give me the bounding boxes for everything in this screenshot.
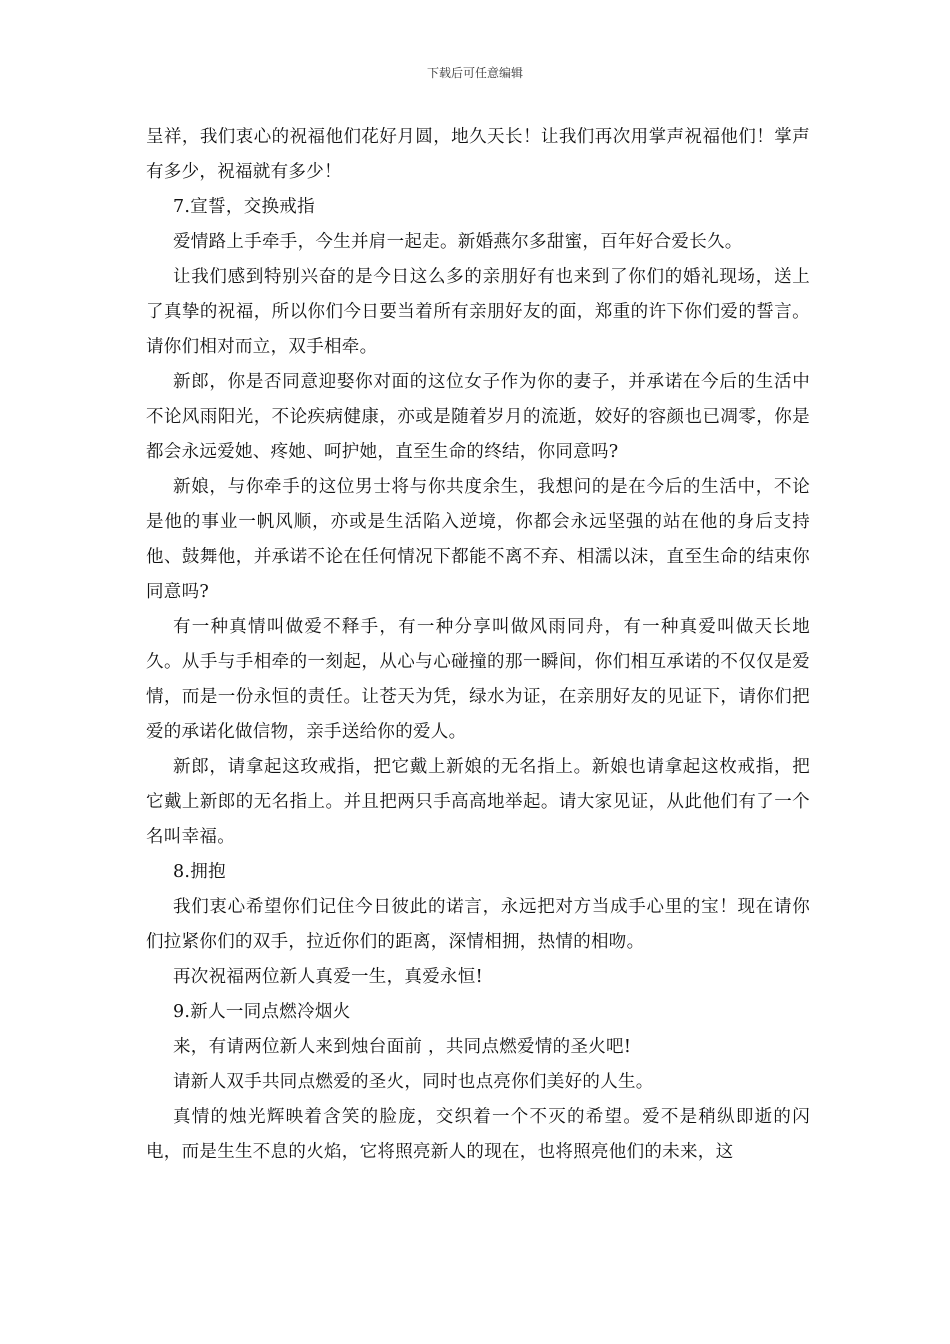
- paragraph: 让我们感到特别兴奋的是今日这么多的亲朋好有也来到了你们的婚礼现场，送上了真挚的祝福，所以你们今日要当着所有亲朋好友的面，郑重的许下你们爱的誓言。请你们相对而立，双手相牵。: [146, 267, 810, 357]
- paragraph-bride-vow: 新娘，与你牵手的这位男士将与你共度余生，我想问的是在今后的生活中，不论是他的事业一帆风顺，亦或是生活陷入逆境，你都会永远坚强的站在他的身后支持他、鼓舞他，并承诺不论在任何情况下都能不离不弃、相濡以沫，直至生命的结束你同意吗?: [146, 477, 810, 602]
- paragraph: 有一种真情叫做爱不释手，有一种分享叫做风雨同舟，有一种真爱叫做天长地久。从手与手相牵的一刻起，从心与心碰撞的那一瞬间，你们相互承诺的不仅仅是爱情，而是一份永恒的责任。让苍天为凭，绿水为证，在亲朋好友的见证下，请你们把爱的承诺化做信物，亲手送给你的爱人。: [146, 617, 810, 742]
- page-header: 下载后可任意编辑: [426, 66, 523, 80]
- paragraph: 来，有请两位新人来到烛台面前 ，共同点燃爱情的圣火吧!: [173, 1037, 632, 1057]
- paragraph: 请新人双手共同点燃爱的圣火，同时也点亮你们美好的人生。: [173, 1072, 654, 1092]
- paragraph: 真情的烛光辉映着含笑的脸庞，交织着一个不灭的希望。爱不是稍纵即逝的闪电，而是生生不息的火焰，它将照亮新人的现在，也将照亮他们的未来，这: [146, 1107, 810, 1162]
- paragraph-groom-vow: 新郎，你是否同意迎娶你对面的这位女子作为你的妻子，并承诺在今后的生活中不论风雨阳光，不论疾病健康，亦或是随着岁月的流逝，姣好的容颜也已凋零，你是都会永远爱她、疼她、呵护她，直至生命的终结，你同意吗?: [146, 372, 810, 462]
- document-body: [146, 120, 810, 1170]
- paragraph: 爱情路上手牵手，今生并肩一起走。新婚燕尔多甜蜜，百年好合爱长久。: [173, 232, 743, 252]
- section-heading-7: 7.宣誓，交换戒指: [173, 197, 315, 217]
- section-heading-8: 8.拥抱: [173, 862, 226, 882]
- paragraph-continuation: 呈祥，我们衷心的祝福他们花好月圆，地久天长！让我们再次用掌声祝福他们！掌声有多少，祝福就有多少！: [146, 127, 810, 182]
- paragraph: 我们衷心希望你们记住今日彼此的诺言，永远把对方当成手心里的宝！现在请你们拉紧你们的双手，拉近你们的距离，深情相拥，热情的相吻。: [146, 897, 810, 952]
- section-heading-9: 9.新人一同点燃冷烟火: [173, 1002, 351, 1022]
- paragraph: 再次祝福两位新人真爱一生，真爱永恒!: [173, 967, 483, 987]
- paragraph-ring-exchange: 新郎，请拿起这玫戒指，把它戴上新娘的无名指上。新娘也请拿起这枚戒指，把它戴上新郎的无名指上。并且把两只手高高地举起。请大家见证，从此他们有了一个名叫幸福。: [146, 757, 810, 847]
